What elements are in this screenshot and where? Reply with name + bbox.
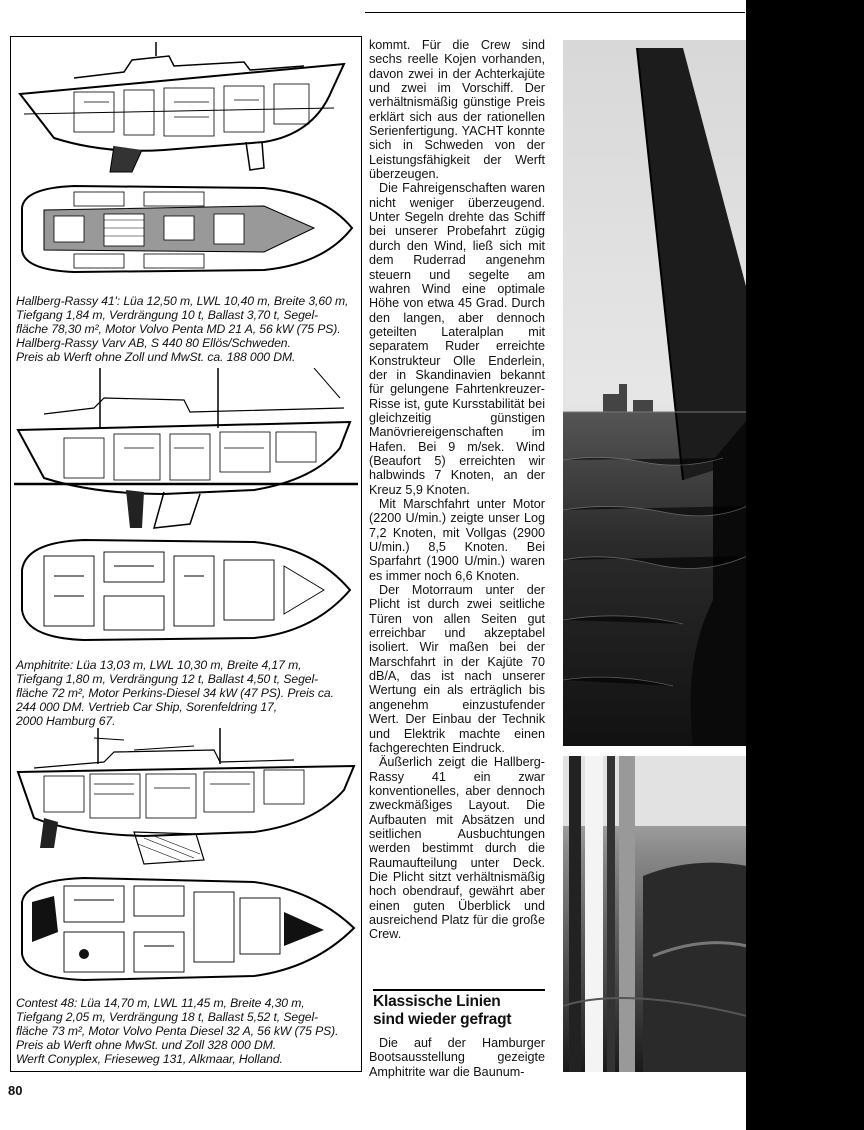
top-rule [365, 12, 745, 13]
section-heading: Klassische Linien sind wieder gefragt [373, 989, 545, 1029]
contest-48-deckplan-drawing [14, 872, 358, 992]
body-paragraph: Die auf der Hamburger Bootsausstellung gezeigte Amphitrite war die Baunum- [369, 1036, 545, 1079]
page-edge-shadow [746, 0, 864, 1130]
contest-48-profile-drawing [14, 728, 358, 870]
body-paragraph: Äußerlich zeigt die Hallberg-Rassy 41 ein zwar konventionelles, aber dennoch zweckmäßiges Layout. Die Aufbauten mit Absätzen und seitlichen Ausbuchtungen werden bestimmt durch die Raumaufteilung unter Deck. Die Plicht sitzt verhältnismäßig hoch obendrauf, gewährt aber einen guten Überblick und ausreichend Platz für die große Crew. [369, 755, 545, 942]
amphitrite-profile-drawing [14, 368, 358, 533]
caption-hallberg-rassy: Hallberg-Rassy 41': Lüa 12,50 m, LWL 10,40 m, Breite 3,60 m, Tiefgang 1,84 m, Verdrängung 10 t, Ballast 3,70 t, Segel- fläche 78,30 m², Motor Volvo Penta MD 21 A, 56 kW (75 PS). Hallberg-Rassy Varv AB, S 440 80 Ellös/Schweden. Preis ab Werft ohne Zoll und MwSt. ca. 188 000 DM. [16, 294, 349, 364]
cockpit-photo-bottom [563, 756, 747, 1072]
body-paragraph: Der Motorraum unter der Plicht ist durch zwei seitliche Türen von allen Seiten gut erreichbar und akzeptabel isoliert. Wir maßen bei der Marschfahrt in der Kajüte 70 dB/A, das ist nach unserer Wertung ein als erträglich bis angenehm einzustufender Wert. Der Einbau der Technik und Elektrik machte einen fachgerechten Eindruck. [369, 583, 545, 755]
article-text-column [369, 38, 545, 942]
page-number: 80 [8, 1083, 23, 1098]
section-intro-text [369, 1036, 545, 1079]
caption-amphitrite: Amphitrite: Lüa 13,03 m, LWL 10,30 m, Breite 4,17 m, Tiefgang 1,80 m, Verdrängung 12 t, Ballast 4,50 t, Segel- fläche 72 m², Motor Perkins-Diesel 34 kW (47 PS). Preis ca. 244 000 DM. Vertrieb Car Ship, Sorenfeldring 17, 2000 Hamburg 67. [16, 658, 334, 728]
sailing-photo-top [563, 40, 747, 746]
body-paragraph: Die Fahreigenschaften waren nicht weniger überzeugend. Unter Segeln drehte das Schiff bei unserer Probefahrt zügig durch den Wind, ließ sich mit dem Ruderrad angenehm steuern und segelte am wahren Wind eine optimale Höhe von etwa 45 Grad. Durch den langen, aber dennoch geteilten Lateralplan mit separatem Ruder erreichte Konstrukteur Olle Enderlein, der in Skandinavien bekannt für gelungene Fahrtenkreuzer-Risse ist, gute Kursstabilität bei gleichzeitig günstigen Manövriereigenschaften im Hafen. Bei 9 m/sek. Wind (Beaufort 5) erreichten wir halbwinds 7 Knoten, an der Kreuz 5,9 Knoten. [369, 181, 545, 497]
body-paragraph: kommt. Für die Crew sind sechs reelle Kojen vorhanden, davon zwei in der Achterkajüte und zwei im Vorschiff. Der verhältnismäßig günstige Preis erklärt sich aus der rationellen Serienfertigung. YACHT konnte sich in Schweden von der Leistungsfähigkeit der Werft überzeugen. [369, 38, 545, 182]
amphitrite-deckplan-drawing [14, 536, 358, 646]
hallberg-rassy-profile-drawing [14, 42, 358, 174]
caption-contest-48: Contest 48: Lüa 14,70 m, LWL 11,45 m, Breite 4,30 m, Tiefgang 2,05 m, Verdrängung 18 t, Ballast 5,52 t, Segel- fläche 73 m², Motor Volvo Penta Diesel 32 A, 56 kW (75 PS). Preis ab Werft ohne MwSt. und Zoll 328 000 DM. Werft Conyplex, Frieseweg 131, Alkmaar, Holland. [16, 996, 339, 1066]
body-paragraph: Mit Marschfahrt unter Motor (2200 U/min.) zeigte unser Log 7,2 Knoten, mit Vollgas (2900 U/min.) 8,5 Knoten. Bei Sparfahrt (1900 U/min.) waren es immer noch 6,6 Knoten. [369, 497, 545, 583]
hallberg-rassy-deckplan-drawing [14, 180, 358, 280]
